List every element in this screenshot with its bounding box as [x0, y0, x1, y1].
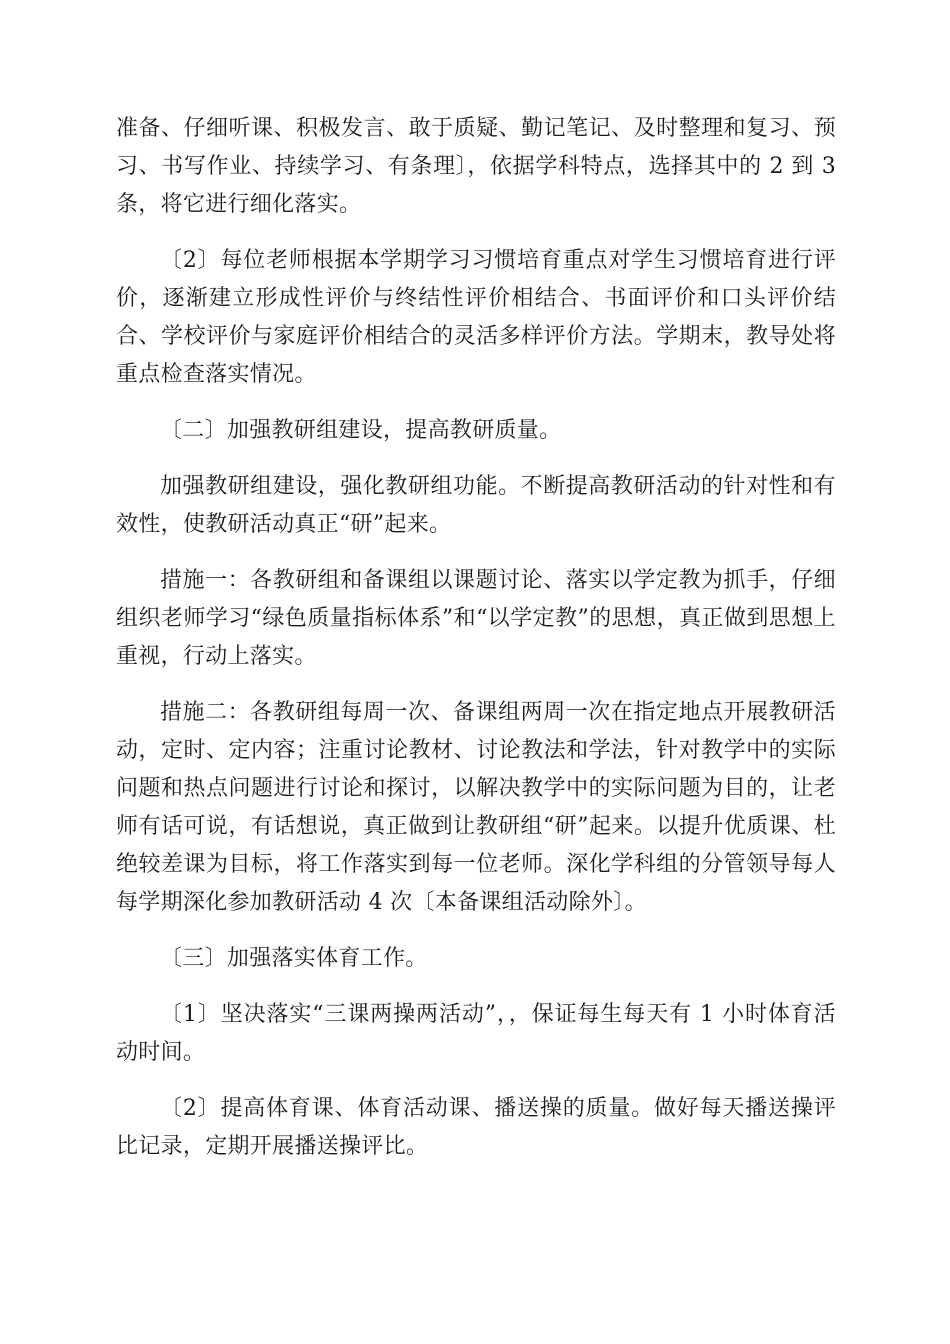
section-heading-sports: 〔三〕加强落实体育工作。	[160, 946, 428, 971]
paragraph-measure-two: 措施二：各教研组每周一次、备课组两周一次在指定地点开展教研活动，定时、定内容；注重讨论教材、讨论教法和学法，针对教学中的实际问题和热点问题进行讨论和探讨，以解决教学中的实际问题为目的，让老师有话可说，有话想说，真正做到让教研组“研”起来。以提升优质课、杜绝较差课为目标，将工作落实到每一位老师。深化学科组的分管领导每人每学期深化参加教研活动 4 次〔本备课组活动除外〕。	[116, 700, 836, 915]
section-heading-teaching-research: 〔二〕加强教研组建设，提高教研质量。	[160, 418, 562, 443]
document-body	[116, 110, 836, 1184]
paragraph-measure-one: 措施一：各教研组和备课组以课题讨论、落实以学定教为抓手，仔细组织老师学习“绿色质量指标体系”和“以学定教”的思想，真正做到思想上重视，行动上落实。	[116, 568, 836, 669]
paragraph-evaluation: 〔2〕每位老师根据本学期学习习惯培育重点对学生习惯培育进行评价，逐渐建立形成性评价与终结性评价相结合、书面评价和口头评价结合、学校评价与家庭评价相结合的灵活多样评价方法。学期末，教导处将重点检查落实情况。	[116, 248, 836, 387]
paragraph-sports-item-1: 〔1〕坚决落实“三课两操两活动”，，保证每生每天有 1 小时体育活动时间。	[116, 1002, 836, 1065]
paragraph-habits-continued: 准备、仔细听课、积极发言、敢于质疑、勤记笔记、及时整理和复习、预习、书写作业、持续学习、有条理〕，依据学科特点，选择其中的 2 到 3 条，将它进行细化落实。	[116, 116, 836, 217]
paragraph-sports-item-2: 〔2〕提高体育课、体育活动课、播送操的质量。做好每天播送操评比记录，定期开展播送操评比。	[116, 1096, 836, 1159]
paragraph-teaching-research-intro: 加强教研组建设，强化教研组功能。不断提高教研活动的针对性和有效性，使教研活动真正“研”起来。	[116, 474, 836, 537]
